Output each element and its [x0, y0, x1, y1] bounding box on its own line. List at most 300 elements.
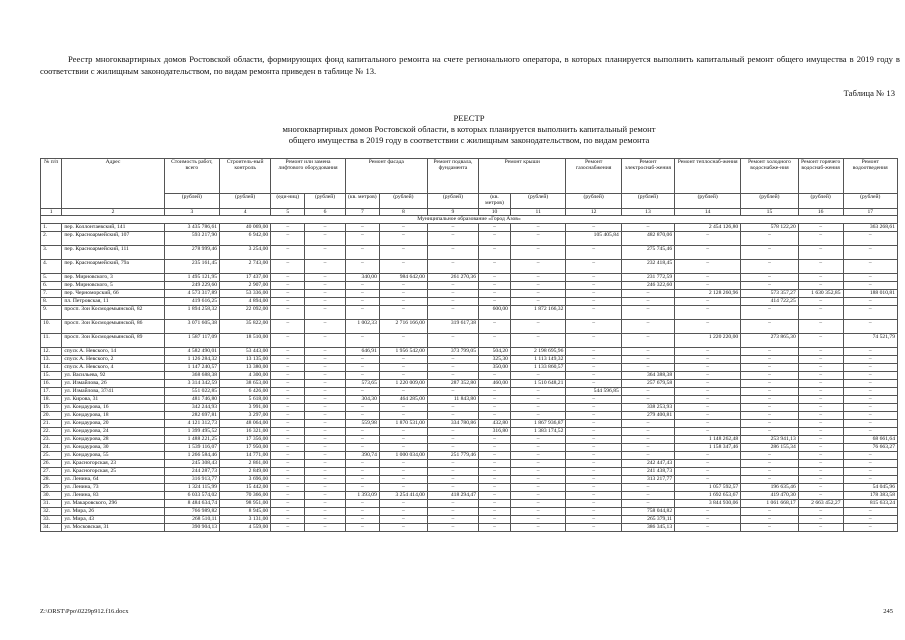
row-value: – [741, 476, 799, 484]
column-number: 15 [741, 209, 799, 216]
row-value: – [271, 524, 305, 532]
row-value: – [305, 274, 346, 282]
header-address: Адрес [62, 159, 164, 209]
row-value: – [271, 224, 305, 232]
row-value: – [271, 274, 305, 282]
row-value: 313 217,77 [621, 476, 674, 484]
column-number: 16 [798, 209, 843, 216]
row-value: – [621, 224, 674, 232]
row-value: – [271, 508, 305, 516]
row-value: – [271, 468, 305, 476]
row-value: 559,98 [345, 420, 379, 428]
row-value: 17 437,00 [220, 274, 271, 282]
row-value: – [379, 290, 427, 298]
row-value: – [798, 492, 843, 500]
row-address: пер. Красноармейский, 79а [62, 260, 164, 274]
row-value: 2 716 166,00 [379, 320, 427, 334]
row-value: 578 122,20 [741, 224, 799, 232]
row-value: – [479, 404, 511, 412]
row-value: 3 254,00 [220, 246, 271, 260]
row-value: 1 539 116,07 [164, 444, 219, 452]
table-row [41, 298, 898, 306]
row-value: – [345, 476, 379, 484]
row-value: 504,20 [479, 348, 511, 356]
row-value: 2 907,00 [220, 282, 271, 290]
row-value: – [566, 412, 621, 420]
row-value: 70 366,00 [220, 492, 271, 500]
row-address: пер. Мирновского, 3 [62, 274, 164, 282]
row-value: – [379, 282, 427, 290]
row-value: – [479, 388, 511, 396]
row-value: – [741, 396, 799, 404]
row-value: 3 254 414,00 [379, 492, 427, 500]
row-value: 390 904,13 [164, 524, 219, 532]
header-electric: Ремонт электроснаб-жения [621, 159, 674, 194]
row-number: 4. [41, 260, 62, 274]
column-number: 1 [41, 209, 62, 216]
row-value: – [675, 260, 741, 274]
row-value: – [305, 428, 346, 436]
row-value: – [345, 224, 379, 232]
row-value: 235 161,45 [164, 260, 219, 274]
row-value: 1 510 648,21 [510, 380, 565, 388]
row-value: – [305, 516, 346, 524]
row-value: – [675, 274, 741, 282]
row-value: 414 722,25 [741, 298, 799, 306]
row-value: – [427, 232, 478, 246]
row-value: 364 388,38 [621, 372, 674, 380]
row-value: – [675, 372, 741, 380]
row-value: – [566, 364, 621, 372]
row-value: 1 488 221,25 [164, 436, 219, 444]
row-value: – [798, 388, 843, 396]
row-value: – [675, 282, 741, 290]
row-value: – [798, 444, 843, 452]
row-value: – [427, 436, 478, 444]
row-value: – [566, 356, 621, 364]
row-number: 11. [41, 334, 62, 348]
row-value: – [741, 348, 799, 356]
row-value: – [566, 306, 621, 320]
row-value: 316 913,77 [164, 476, 219, 484]
row-value: – [675, 452, 741, 460]
table-row [41, 484, 898, 492]
row-value: – [427, 290, 478, 298]
row-value: – [798, 460, 843, 468]
row-value: – [621, 320, 674, 334]
row-value: – [479, 412, 511, 420]
row-value: – [741, 232, 799, 246]
row-value: 1 399 495,52 [164, 428, 219, 436]
row-value: – [510, 476, 565, 484]
row-value: – [843, 274, 898, 282]
row-value: – [271, 460, 305, 468]
row-value: – [510, 516, 565, 524]
row-value: – [271, 500, 305, 508]
column-number: 9 [427, 209, 478, 216]
row-value: – [427, 404, 478, 412]
row-value: – [741, 282, 799, 290]
row-number: 32. [41, 508, 62, 516]
row-value: 275 745,46 [621, 246, 674, 260]
row-value: 1 894 258,32 [164, 306, 219, 320]
row-value: 188 010,81 [843, 290, 898, 298]
row-value: – [675, 356, 741, 364]
row-value: – [271, 388, 305, 396]
row-value: 48 064,00 [220, 420, 271, 428]
row-value: – [510, 246, 565, 260]
row-value: – [479, 224, 511, 232]
row-value: – [621, 500, 674, 508]
row-value: – [510, 388, 565, 396]
row-value: – [675, 320, 741, 334]
row-value: – [479, 334, 511, 348]
column-number: 6 [305, 209, 346, 216]
row-value: – [510, 404, 565, 412]
row-value: – [479, 444, 511, 452]
row-number: 21. [41, 420, 62, 428]
row-value: 1 867 936,87 [510, 420, 565, 428]
row-value: 2 861,00 [220, 460, 271, 468]
row-value: 2 743,00 [220, 260, 271, 274]
row-address: ул. Кондаурова, 55 [62, 452, 164, 460]
table-row [41, 246, 898, 260]
row-value: – [271, 380, 305, 388]
row-address: ул. Ленина, 73 [62, 484, 164, 492]
row-value: – [479, 260, 511, 274]
table-row [41, 452, 898, 460]
row-value: 1 956 542,00 [379, 348, 427, 356]
row-value: – [271, 246, 305, 260]
row-value: 17 356,00 [220, 436, 271, 444]
row-value: – [479, 492, 511, 500]
row-value: – [621, 356, 674, 364]
row-value: – [379, 484, 427, 492]
row-value: – [566, 282, 621, 290]
row-value: 18 510,00 [220, 334, 271, 348]
row-value: – [566, 420, 621, 428]
unit-rub: (рублей) [510, 194, 565, 209]
row-value: – [510, 500, 565, 508]
row-address: пер. Коллонтаевский, 141 [62, 224, 164, 232]
table-row [41, 404, 898, 412]
row-value: 98 951,00 [220, 500, 271, 508]
row-value: 241 438,73 [621, 468, 674, 476]
row-number: 16. [41, 380, 62, 388]
row-value: – [510, 232, 565, 246]
column-number: 13 [621, 209, 674, 216]
column-number: 3 [164, 209, 219, 216]
row-value: – [305, 508, 346, 516]
row-value: – [305, 348, 346, 356]
header-hot-water: Ремонт горячего водоснаб-жения [798, 159, 843, 194]
row-value: – [798, 484, 843, 492]
row-value: 1 587 117,09 [164, 334, 219, 348]
row-value: 386 345,13 [621, 524, 674, 532]
row-value: – [345, 282, 379, 290]
row-value: – [510, 334, 565, 348]
row-value: – [427, 306, 478, 320]
row-value: 373 799,05 [427, 348, 478, 356]
row-value: 1 266 584,46 [164, 452, 219, 460]
table-row [41, 260, 898, 274]
row-value: – [843, 476, 898, 484]
row-address: ул. Кирова, 31 [62, 396, 164, 404]
row-value: – [675, 412, 741, 420]
row-value: – [305, 334, 346, 348]
row-value: 4 582 490,01 [164, 348, 219, 356]
row-value: 5 618,00 [220, 396, 271, 404]
row-value: 2 128 260,96 [675, 290, 741, 298]
row-value: – [675, 428, 741, 436]
row-value: 368 688,38 [164, 372, 219, 380]
row-value: 246 322,60 [621, 282, 674, 290]
row-value: – [379, 468, 427, 476]
row-value: 15 442,00 [220, 484, 271, 492]
row-address: ул. Кондаурова, 16 [62, 404, 164, 412]
row-value: – [510, 492, 565, 500]
row-address: ул. Кондаурова, 24 [62, 428, 164, 436]
row-value: – [345, 428, 379, 436]
header-elevator: Ремонт или замена лифтового оборудования [271, 159, 346, 194]
row-value: 3 844 930,06 [675, 500, 741, 508]
row-value: – [510, 508, 565, 516]
row-value: – [566, 508, 621, 516]
row-address: ул. Макаровского, 296 [62, 500, 164, 508]
row-value: – [479, 396, 511, 404]
row-value: – [427, 516, 478, 524]
row-address: просп. Зои Космодемьянской, 86 [62, 320, 164, 334]
row-value: 1 158 347,46 [675, 444, 741, 452]
row-value: 319 617,38 [427, 320, 478, 334]
row-value: – [427, 460, 478, 468]
row-value: – [843, 508, 898, 516]
table-row [41, 232, 898, 246]
row-value: – [427, 524, 478, 532]
row-value: – [510, 282, 565, 290]
row-number: 18. [41, 396, 62, 404]
unit-rub: (рублей) [675, 194, 741, 209]
column-number: 8 [379, 209, 427, 216]
header-facade: Ремонт фасада [345, 159, 427, 194]
row-address: пл. Петровская, 11 [62, 298, 164, 306]
row-value: – [379, 476, 427, 484]
units-row [41, 194, 898, 209]
row-value: – [345, 468, 379, 476]
row-value: – [305, 224, 346, 232]
row-value: – [566, 460, 621, 468]
row-value: 268 510,11 [164, 516, 219, 524]
row-value: – [305, 320, 346, 334]
row-value: – [271, 260, 305, 274]
row-value: – [427, 224, 478, 232]
row-value: – [843, 356, 898, 364]
row-value: – [843, 396, 898, 404]
row-value: – [379, 372, 427, 380]
row-value: 249 229,60 [164, 282, 219, 290]
row-value: – [305, 412, 346, 420]
table-row [41, 320, 898, 334]
row-value: – [345, 444, 379, 452]
row-value: – [566, 224, 621, 232]
row-value: 3 314 342,59 [164, 380, 219, 388]
table-row [41, 364, 898, 372]
row-value: – [510, 412, 565, 420]
row-value: – [271, 356, 305, 364]
row-value: – [271, 452, 305, 460]
row-value: – [379, 524, 427, 532]
row-value: 432,80 [479, 420, 511, 428]
row-value: – [843, 516, 898, 524]
row-address: ул. Ленина, 64 [62, 476, 164, 484]
row-value: – [305, 436, 346, 444]
row-number: 7. [41, 290, 62, 298]
header-roof: Ремонт крыши [479, 159, 566, 194]
header-basement: Ремонт подвала, фундамента [427, 159, 478, 194]
row-value: – [566, 524, 621, 532]
row-value: – [427, 428, 478, 436]
row-value: – [271, 412, 305, 420]
row-value: – [271, 298, 305, 306]
row-value: – [379, 460, 427, 468]
row-value: – [798, 380, 843, 388]
row-value: 481 746,80 [164, 396, 219, 404]
row-value: – [741, 460, 799, 468]
table-row [41, 524, 898, 532]
row-value: 4 894,00 [220, 298, 271, 306]
row-value: – [741, 388, 799, 396]
column-number-row [41, 209, 898, 216]
row-value: – [798, 404, 843, 412]
row-value: 593 217,90 [164, 232, 219, 246]
row-value: 1 495 121,95 [164, 274, 219, 282]
row-number: 12. [41, 348, 62, 356]
row-value: – [843, 282, 898, 290]
row-value: – [427, 246, 478, 260]
unit-rub: (рублей) [566, 194, 621, 209]
row-value: – [345, 436, 379, 444]
row-value: 482 870,06 [621, 232, 674, 246]
row-value: – [305, 298, 346, 306]
row-value: – [566, 436, 621, 444]
row-value: – [345, 356, 379, 364]
row-address: ул. Ленина, 83 [62, 492, 164, 500]
row-value: – [621, 452, 674, 460]
row-value: – [566, 428, 621, 436]
row-value: – [379, 298, 427, 306]
row-value: – [345, 372, 379, 380]
table-number: Таблица № 13 [843, 88, 895, 98]
row-value: – [345, 306, 379, 320]
row-value: – [305, 364, 346, 372]
column-number: 7 [345, 209, 379, 216]
row-value: – [427, 412, 478, 420]
row-value: – [427, 260, 478, 274]
row-value: – [379, 356, 427, 364]
row-value: – [479, 372, 511, 380]
row-value: – [305, 452, 346, 460]
row-number: 33. [41, 516, 62, 524]
row-value: – [566, 372, 621, 380]
row-value: 278 999,46 [164, 246, 219, 260]
row-value: – [345, 484, 379, 492]
row-value: – [345, 334, 379, 348]
row-value: 338 253,93 [621, 404, 674, 412]
row-value: – [479, 500, 511, 508]
row-value: – [566, 260, 621, 274]
row-value: – [305, 484, 346, 492]
row-value: – [305, 232, 346, 246]
row-value: – [271, 404, 305, 412]
row-value: 76 663,27 [843, 444, 898, 452]
row-value: – [675, 364, 741, 372]
row-value: – [345, 516, 379, 524]
table-row [41, 444, 898, 452]
row-number: 14. [41, 364, 62, 372]
column-number: 10 [479, 209, 511, 216]
row-number: 9. [41, 306, 62, 320]
row-value: – [345, 460, 379, 468]
row-value: 53 336,00 [220, 290, 271, 298]
row-address: ул. Васильева, 92 [62, 372, 164, 380]
row-value: – [271, 428, 305, 436]
row-address: пер. Красноармейский, 111 [62, 246, 164, 260]
row-value: – [798, 364, 843, 372]
row-number: 20. [41, 412, 62, 420]
row-value: 287 352,80 [427, 380, 478, 388]
row-value: – [379, 388, 427, 396]
row-value: – [379, 508, 427, 516]
header-gas: Ремонт газоснабжения [566, 159, 621, 194]
row-value: – [379, 444, 427, 452]
row-value: – [271, 492, 305, 500]
row-value: – [510, 468, 565, 476]
table-row [41, 516, 898, 524]
row-value: – [427, 282, 478, 290]
row-value: – [345, 298, 379, 306]
row-value: – [305, 460, 346, 468]
row-number: 15. [41, 372, 62, 380]
row-number: 5. [41, 274, 62, 282]
row-value: – [305, 290, 346, 298]
table-row [41, 492, 898, 500]
row-value: – [741, 320, 799, 334]
row-value: – [566, 320, 621, 334]
row-value: 4 121 312,73 [164, 420, 219, 428]
row-value: 342 244,93 [164, 404, 219, 412]
row-value: – [566, 334, 621, 348]
row-value: – [798, 412, 843, 420]
row-value: 196 635,46 [741, 484, 799, 492]
row-value: – [305, 396, 346, 404]
row-value: – [798, 298, 843, 306]
row-value: – [798, 428, 843, 436]
registry-title: РЕЕСТР [453, 113, 485, 123]
row-value: – [741, 516, 799, 524]
row-value: – [345, 260, 379, 274]
table-row [41, 334, 898, 348]
column-number: 11 [510, 209, 565, 216]
row-address: просп. Зои Космодемьянской, 82 [62, 306, 164, 320]
row-value: – [379, 500, 427, 508]
row-value: – [566, 348, 621, 356]
row-value: – [305, 306, 346, 320]
row-value: – [271, 320, 305, 334]
row-number: 23. [41, 436, 62, 444]
row-value: 1 220 220,00 [675, 334, 741, 348]
row-value: – [379, 232, 427, 246]
row-address: ул. Красногорская, 25 [62, 468, 164, 476]
